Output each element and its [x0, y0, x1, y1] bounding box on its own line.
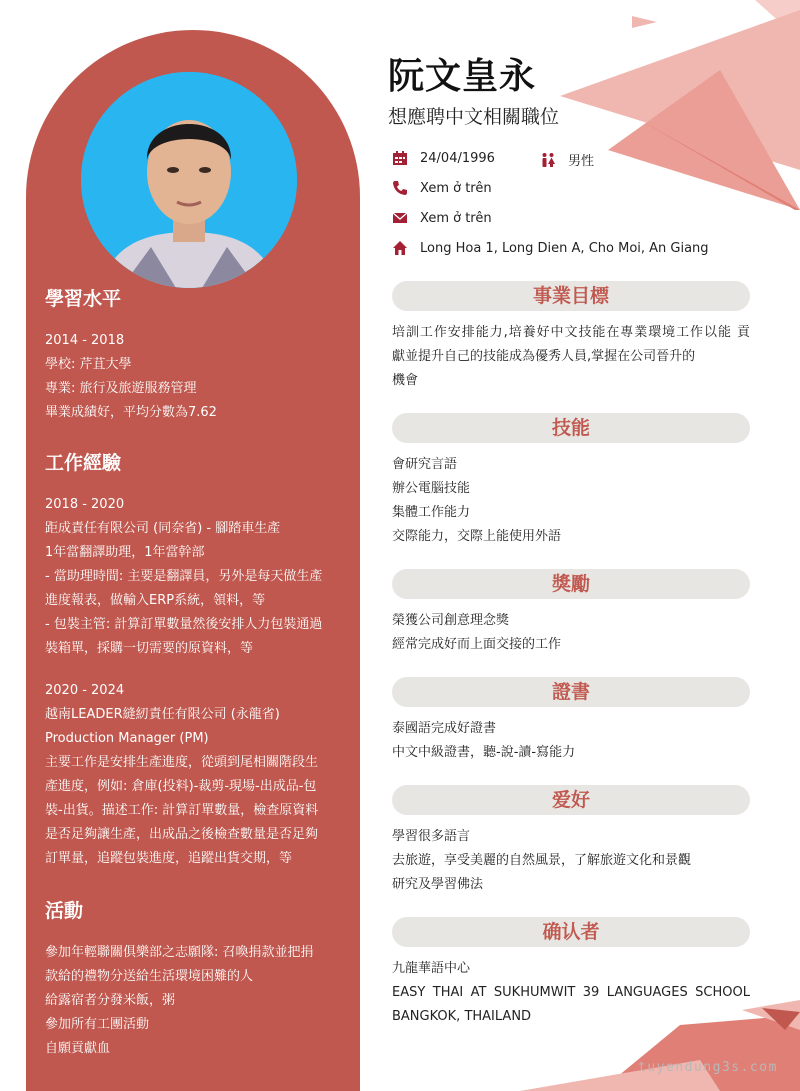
objective-line: 培訓工作安排能力,培養好中文技能在專業環境工作以能 貢 [392, 325, 750, 340]
gender-value: 男性 [568, 154, 595, 169]
referee-item: 九龍華語中心 [392, 961, 471, 976]
birthdate-value: 24/04/1996 [420, 150, 495, 166]
hobby-item: 學習很多語言 [392, 829, 471, 844]
email-icon [392, 210, 408, 226]
awards-list [392, 609, 750, 657]
objective-heading: 事業目標 [392, 281, 750, 311]
activity-line: 自願貢獻血 [45, 1041, 111, 1056]
sidebar [26, 30, 360, 1091]
objective-line: 獻並提升自己的技能成為優秀人員,掌握在公司晉升的 [392, 349, 696, 364]
skill-item: 交際能力，交際上能使用外語 [392, 529, 562, 544]
experience-heading: 工作經驗 [45, 452, 122, 474]
gender-icon [540, 152, 556, 168]
watermark: tuyendung3s.com [638, 1060, 778, 1075]
awards-heading: 獎勵 [392, 569, 750, 599]
job2-line: 是否足夠讓生產，出成品之後檢查數量是否足夠 [45, 827, 319, 842]
job2-line: 越南LEADER縫紉責任有限公司 (永龍省) [45, 707, 280, 722]
activities-list [45, 941, 349, 1061]
phone-row [392, 180, 492, 196]
referees-heading: 确认者 [392, 917, 750, 947]
job2-line: 主要工作是安排生產進度，從頭到尾相關階段生 [45, 755, 319, 770]
email-value: Xem ở trên [420, 210, 492, 226]
education-line: 畢業成績好，平均分數為7.62 [45, 405, 217, 420]
education-list [45, 329, 349, 425]
referees-list [392, 957, 750, 1029]
hobbies-heading: 爱好 [392, 785, 750, 815]
objective-text [392, 321, 750, 393]
certificate-item: 泰國語完成好證書 [392, 721, 497, 736]
profile-photo [81, 72, 297, 288]
skills-heading: 技能 [392, 413, 750, 443]
activity-line: 款給的禮物分送給生活環境困難的人 [45, 969, 254, 984]
job1-line: - 包裝主管: 計算訂單數量然後安排人力包裝通過 [45, 617, 323, 632]
job2-line: 產進度，例如: 倉庫(投料)-裁剪-現場-出成品-包 [45, 779, 317, 794]
skill-item: 集體工作能力 [392, 505, 471, 520]
objective-line: 機會 [392, 373, 419, 388]
hobby-item: 研究及學習佛法 [392, 877, 484, 892]
certificates-list [392, 717, 750, 765]
skill-item: 辦公電腦技能 [392, 481, 471, 496]
award-item: 榮獲公司創意理念獎 [392, 613, 510, 628]
skills-list [392, 453, 750, 549]
calendar-icon [392, 150, 408, 166]
job1-line: - 當助理時間: 主要是翻譯員，另外是每天做生產 [45, 569, 323, 584]
education-line: 2014 - 2018 [45, 333, 125, 348]
gender-row [540, 150, 594, 169]
activity-line: 給露宿者分發米飯，粥 [45, 993, 176, 1008]
home-icon [392, 240, 408, 256]
phone-value: Xem ở trên [420, 180, 492, 196]
email-row [392, 210, 492, 226]
education-line: 專業: 旅行及旅遊服務管理 [45, 381, 197, 396]
experience-list [45, 493, 349, 871]
job1-line: 進度報表，做輸入ERP系統，領料，等 [45, 593, 266, 608]
address-row [392, 240, 709, 256]
job2-line: 訂單量，追蹤包裝進度，追蹤出貨交期，等 [45, 851, 293, 866]
phone-icon [392, 180, 408, 196]
candidate-name: 阮文皇永 [388, 56, 537, 97]
education-line: 學校: 芹苴大學 [45, 357, 132, 372]
education-heading: 學習水平 [45, 288, 122, 310]
certificate-item: 中文中級證書，聽-說-讀-寫能力 [392, 745, 576, 760]
hobby-item: 去旅遊，享受美麗的自然風景，了解旅遊文化和景觀 [392, 853, 692, 868]
job2-line: 裝-出貨。描述工作: 計算訂單數量，檢查原資料 [45, 803, 319, 818]
job1-line: 距成責任有限公司 (同奈省) - 腳踏車生產 [45, 521, 281, 536]
activity-line: 參加所有工團活動 [45, 1017, 150, 1032]
award-item: 經常完成好而上面交接的工作 [392, 637, 562, 652]
job2-line: 2020 - 2024 [45, 683, 125, 698]
activity-line: 參加年輕聯關俱樂部之志願隊: 召喚捐款並把捐 [45, 945, 314, 960]
referee-item: EASY THAI AT SUKHUMWIT 39 LANGUAGES SCHOOL [392, 985, 750, 1000]
address-value: Long Hoa 1, Long Dien A, Cho Moi, An Giang [420, 240, 709, 256]
job1-line: 裝箱單，採購一切需要的原資料，等 [45, 641, 254, 656]
referee-item: BANGKOK, THAILAND [392, 1009, 532, 1024]
job2-line: Production Manager (PM) [45, 731, 209, 746]
skill-item: 會研究言語 [392, 457, 458, 472]
activities-heading: 活動 [45, 900, 84, 922]
job1-line: 2018 - 2020 [45, 497, 125, 512]
job1-line: 1年當翻譯助理，1年當幹部 [45, 545, 205, 560]
birthdate-row [392, 150, 495, 166]
hobbies-list [392, 825, 750, 897]
job-objective-subtitle: 想應聘中文相關職位 [388, 106, 560, 128]
certificates-heading: 證書 [392, 677, 750, 707]
